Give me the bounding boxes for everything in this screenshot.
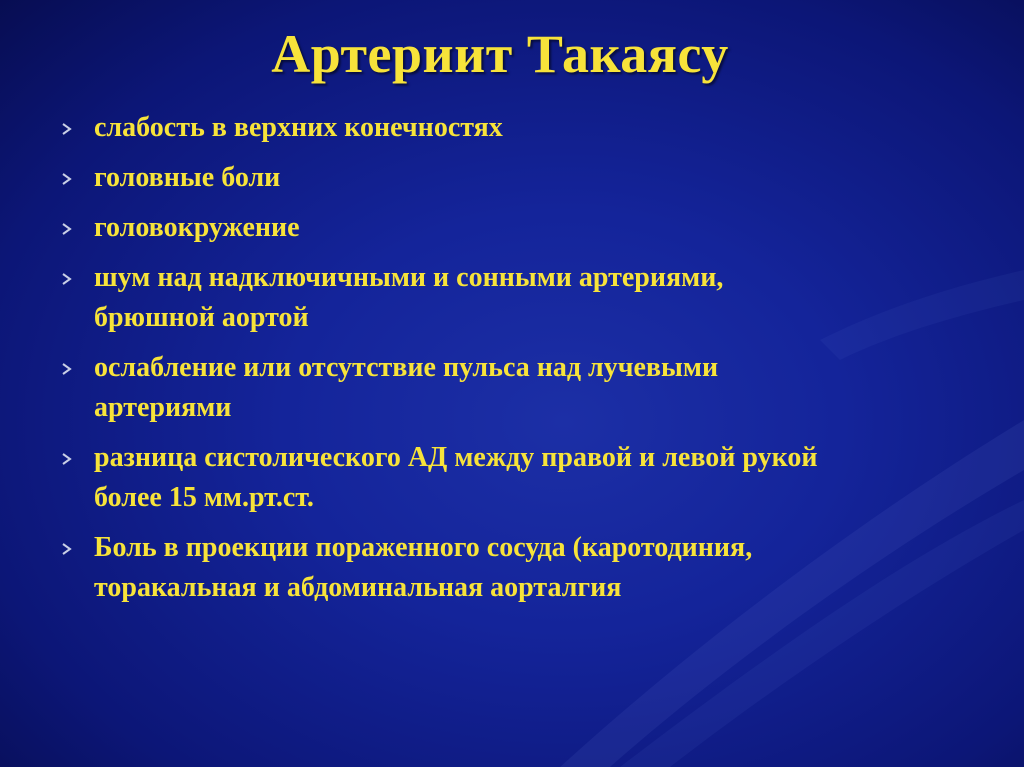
bullet-text-line: торакальная и абдоминальная аорталгия <box>94 572 622 603</box>
bullet-item <box>60 258 1000 338</box>
chevron-right-icon <box>60 452 74 466</box>
bullet-text-line: ослабление или отсутствие пульса над лучевыми <box>94 352 719 383</box>
bullet-text-line: брюшной аортой <box>94 302 309 333</box>
bullet-text-line: более 15 мм.рт.ст. <box>94 482 314 513</box>
slide-title: Артериит Такаясу <box>271 24 729 84</box>
bullet-item <box>60 348 1000 428</box>
chevron-right-icon <box>60 172 74 186</box>
bullet-text-line: слабость в верхних конечностях <box>94 112 503 143</box>
bullet-text-line: головокружение <box>94 212 300 243</box>
chevron-right-icon <box>60 122 74 136</box>
bullet-text-line: шум над надключичными и сонными артериями, <box>94 262 724 293</box>
bullet-item <box>60 158 1000 198</box>
bullet-text-line: артериями <box>94 392 232 423</box>
chevron-right-icon <box>60 362 74 376</box>
chevron-right-icon <box>60 272 74 286</box>
bullet-item <box>60 208 1000 248</box>
bullet-text-line: разница систолического АД между правой и левой рукой <box>94 442 818 473</box>
bullet-text-line: Боль в проекции пораженного сосуда (каротодиния, <box>94 532 753 563</box>
chevron-right-icon <box>60 222 74 236</box>
bullet-list <box>60 108 1000 618</box>
bullet-item <box>60 528 1000 608</box>
bullet-item <box>60 108 1000 148</box>
bullet-text-line: головные боли <box>94 162 281 193</box>
bullet-item <box>60 438 1000 518</box>
chevron-right-icon <box>60 542 74 556</box>
